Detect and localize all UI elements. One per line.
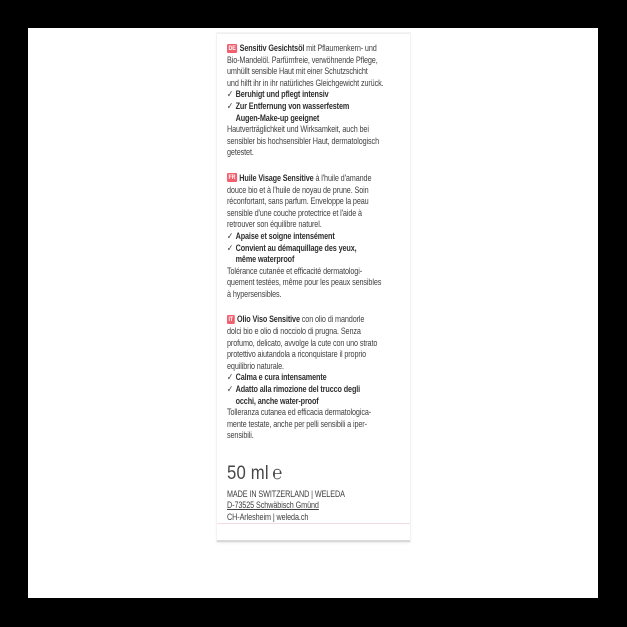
body-line xyxy=(227,337,378,350)
text: à hypersensibles. xyxy=(227,288,282,299)
text: Tolérance cutanée et efficacité dermatologi- xyxy=(227,265,363,276)
checkmark-icon: ✓ xyxy=(227,384,233,395)
language-block-it xyxy=(227,314,402,442)
bold-text: Zur Entfernung von wasserfestem xyxy=(235,100,350,111)
body-line xyxy=(227,77,384,90)
benefit-line xyxy=(227,101,364,113)
checkmark-icon: ✓ xyxy=(227,89,233,100)
checkmark-icon: ✓ xyxy=(227,100,233,111)
body-line xyxy=(227,396,364,408)
body-line xyxy=(227,407,372,419)
body-line xyxy=(227,54,378,67)
text: equilibrio naturale. xyxy=(227,360,284,371)
benefit-line xyxy=(227,243,364,255)
language-badge-it: IT xyxy=(228,315,234,323)
label-panel xyxy=(217,33,410,523)
body-line xyxy=(227,172,372,185)
estimated-sign: ℮ xyxy=(272,463,283,484)
body-line xyxy=(227,196,369,208)
body-line xyxy=(227,124,369,136)
body-line xyxy=(227,289,364,301)
manufacturer-footer xyxy=(227,489,402,523)
language-block-de xyxy=(227,43,402,159)
text: protettivo aiutandola a riconquistare il proprio xyxy=(227,349,367,360)
footer-line: D-73525 Schwäbisch Gmünd xyxy=(227,500,319,511)
body-line xyxy=(227,113,364,125)
bold-text: Adatto alla rimozione del trucco degli xyxy=(235,384,361,395)
body-line xyxy=(227,219,364,231)
benefit-line xyxy=(227,89,364,101)
body-line xyxy=(227,254,364,266)
bold-text: Convient au démaquillage des yeux, xyxy=(235,242,357,253)
volume-amount: 50 ml xyxy=(227,463,269,484)
benefit-line xyxy=(227,231,364,243)
bold-text: Augen-Make-up geeignet xyxy=(235,112,320,123)
text: sensibili. xyxy=(227,430,254,441)
text: retrouver son équilibre naturel. xyxy=(227,219,322,230)
body-line xyxy=(227,349,367,361)
body-line xyxy=(227,43,377,55)
bold-text: Beruhigt und pflegt intensiv xyxy=(235,89,329,100)
checkmark-icon: ✓ xyxy=(227,372,233,383)
body-line xyxy=(227,430,364,442)
text: Bio-Mandelöl. Parfümfreie, verwöhnende Pflege, xyxy=(227,54,378,65)
photo-background xyxy=(28,28,598,598)
footer-line: CH-Arlesheim | weleda.ch xyxy=(227,511,309,522)
bold-text: Sensitiv Gesichtsöl xyxy=(239,43,305,53)
bold-text: même waterproof xyxy=(235,254,295,265)
checkmark-icon: ✓ xyxy=(227,242,233,253)
body-line xyxy=(227,314,364,326)
body-line xyxy=(227,184,369,197)
volume-line xyxy=(227,463,381,485)
body-line xyxy=(227,418,367,431)
text: dolci bio e olio di nocciolo di prugna. Senza xyxy=(227,326,361,337)
bold-text: Huile Visage Sensitive xyxy=(239,172,314,183)
box-bottom-flap xyxy=(217,523,410,542)
text: getestet. xyxy=(227,147,254,158)
text: mit Pflaumenkern- und xyxy=(304,43,377,53)
body-line xyxy=(227,277,382,289)
body-line xyxy=(227,66,368,78)
bold-text: Apaise et soigne intensément xyxy=(235,230,335,241)
text: sensible d'une couche protectrice et l'aide à xyxy=(227,207,362,218)
footer-line: MADE IN SWITZERLAND | WELEDA xyxy=(227,489,345,499)
text: Tolleranza cutanea ed efficacia dermatologica- xyxy=(227,407,372,418)
text: mente testate, anche per pelli sensibili a iper- xyxy=(227,418,367,429)
language-blocks xyxy=(227,43,402,442)
body-line xyxy=(227,266,364,278)
body-line xyxy=(227,208,364,220)
language-badge-fr: FR xyxy=(228,174,236,182)
text: con olio di mandorle xyxy=(299,314,365,325)
benefit-line xyxy=(227,372,364,384)
text: douce bio et à l'huile de noyau de prune. Soin xyxy=(227,184,369,195)
text: à l'huile d'amande xyxy=(313,172,372,183)
text: sensibler bis hochsensibler Haut, dermatologisch xyxy=(227,135,379,146)
checkmark-icon: ✓ xyxy=(227,230,233,241)
text: réconfortant, sans parfum. Enveloppe la peau xyxy=(227,196,369,207)
text: Hautverträglichkeit und Wirksamkeit, auch bei xyxy=(227,124,369,135)
bold-text: Calma e cura intensamente xyxy=(235,372,327,383)
language-block-fr xyxy=(227,173,402,301)
text: quement testées, même pour les peaux sensibles xyxy=(227,277,382,288)
body-line xyxy=(227,135,379,148)
language-badge-de: DE xyxy=(228,44,236,52)
text: umhüllt sensible Haut mit einer Schutzschicht xyxy=(227,66,368,77)
bold-text: occhi, anche water-proof xyxy=(235,395,319,406)
body-line xyxy=(227,326,364,338)
benefit-line xyxy=(227,384,364,396)
body-line xyxy=(227,361,364,373)
bold-text: Olio Viso Sensitive xyxy=(236,314,300,325)
body-line xyxy=(227,147,364,159)
text: profumo, delicato, avvolge la cute con uno strato xyxy=(227,337,378,348)
text: und hilft ihr in ihr natürliches Gleichgewicht zurück. xyxy=(227,77,384,88)
product-box-back-panel xyxy=(217,33,410,542)
